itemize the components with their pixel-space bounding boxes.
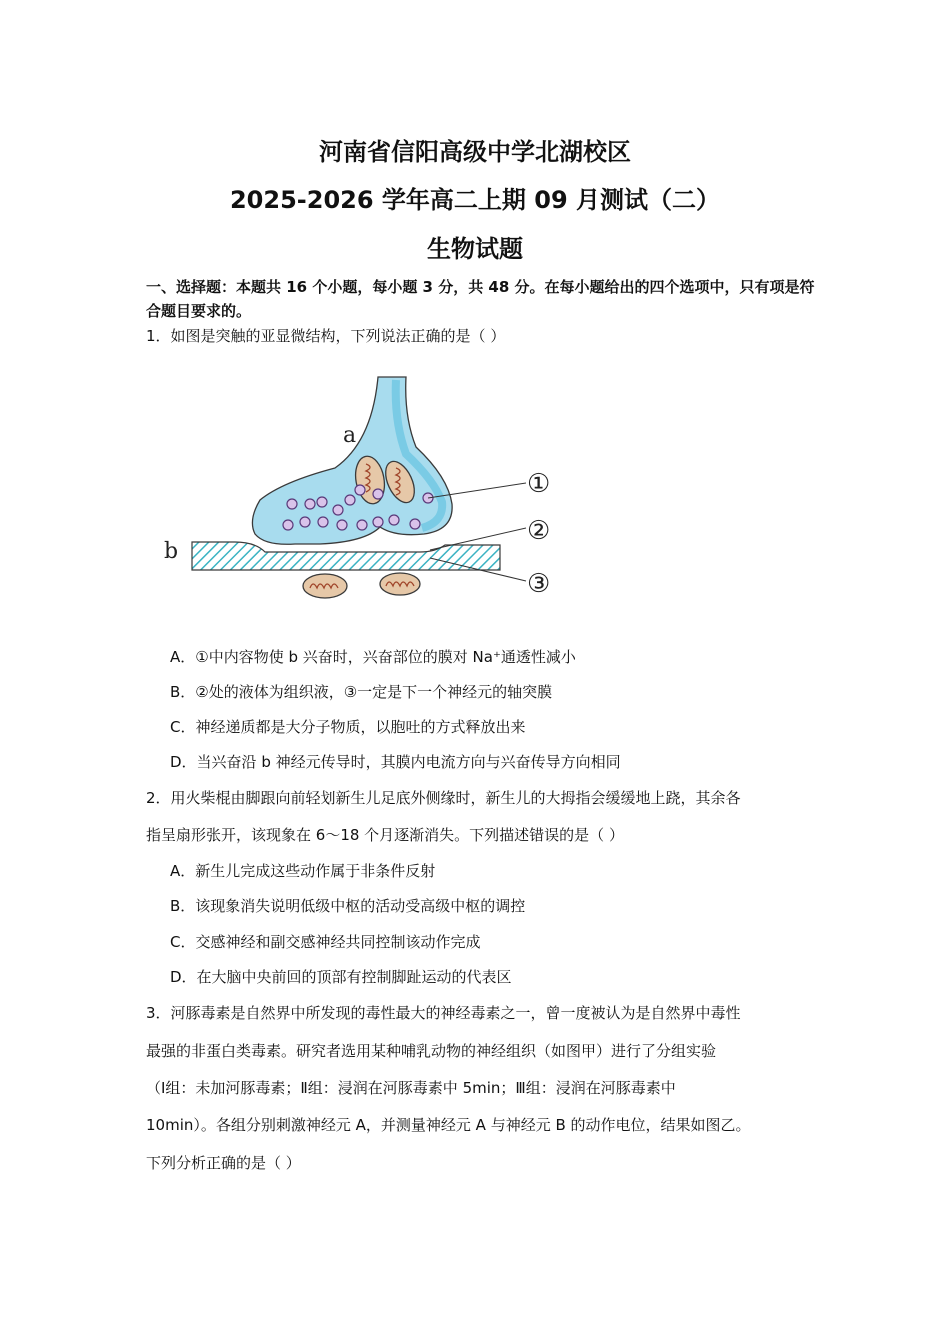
label-2: ② [527, 516, 551, 546]
q2-option-a: A．新生儿完成这些动作属于非条件反射 [170, 862, 436, 880]
mitochondrion-3 [303, 574, 347, 598]
postsynaptic-membrane [192, 542, 500, 570]
question-3-stem-line-2: 最强的非蛋白类毒素。研究者选用某种哺乳动物的神经组织（如图甲）进行了分组实验 [146, 1042, 717, 1060]
q1-option-a: A．①中内容物使 b 兴奋时，兴奋部位的膜对 Na⁺通透性减小 [170, 648, 576, 666]
question-3-stem-line-5: 下列分析正确的是（ ） [146, 1154, 301, 1172]
label-a: a [343, 423, 357, 448]
exam-title: 2025-2026 学年高二上期 09 月测试（二） [229, 186, 721, 214]
question-2-stem-line-2: 指呈扇形张开，该现象在 6～18 个月逐渐消失。下列描述错误的是（ ） [146, 826, 624, 844]
synapse-diagram [160, 372, 580, 607]
q2-option-c: C．交感神经和副交感神经共同控制该动作完成 [170, 933, 481, 951]
q1-option-c: C．神经递质都是大分子物质，以胞吐的方式释放出来 [170, 718, 526, 736]
question-3-stem-line-4: 10min）。各组分别刺激神经元 A，并测量神经元 A 与神经元 B 的动作电位，结果如图乙。 [146, 1116, 751, 1134]
school-title: 河南省信阳高级中学北湖校区 [319, 138, 631, 166]
question-1-stem: 1．如图是突触的亚显微结构，下列说法正确的是（ ） [146, 327, 506, 345]
q2-option-b: B．该现象消失说明低级中枢的活动受高级中枢的调控 [170, 897, 526, 915]
subject-title: 生物试题 [427, 235, 523, 263]
label-b: b [164, 539, 179, 564]
q2-option-d: D．在大脑中央前回的顶部有控制脚趾运动的代表区 [170, 968, 512, 986]
question-2-stem-line-1: 2．用火柴棍由脚跟向前轻划新生儿足底外侧缘时，新生儿的大拇指会缓缓地上跷，其余各 [146, 789, 741, 807]
label-3: ③ [527, 569, 551, 599]
q1-option-d: D．当兴奋沿 b 神经元传导时，其膜内电流方向与兴奋传导方向相同 [170, 753, 621, 771]
label-1: ① [527, 469, 551, 499]
q1-option-b: B．②处的液体为组织液，③一定是下一个神经元的轴突膜 [170, 683, 553, 701]
mitochondrion-4 [380, 573, 420, 595]
question-3-stem-line-1: 3．河豚毒素是自然界中所发现的毒性最大的神经毒素之一，曾一度被认为是自然界中毒性 [146, 1004, 741, 1022]
section-heading: 一、选择题：本题共 16 个小题，每小题 3 分，共 48 分。在每小题给出的四个选项中，只有项是符合题目要求的。 [146, 278, 815, 320]
presynaptic-terminal [252, 377, 452, 544]
question-3-stem-line-3: （Ⅰ组：未加河豚毒素；Ⅱ组：浸润在河豚毒素中 5min；Ⅲ组：浸润在河豚毒素中 [146, 1079, 676, 1097]
